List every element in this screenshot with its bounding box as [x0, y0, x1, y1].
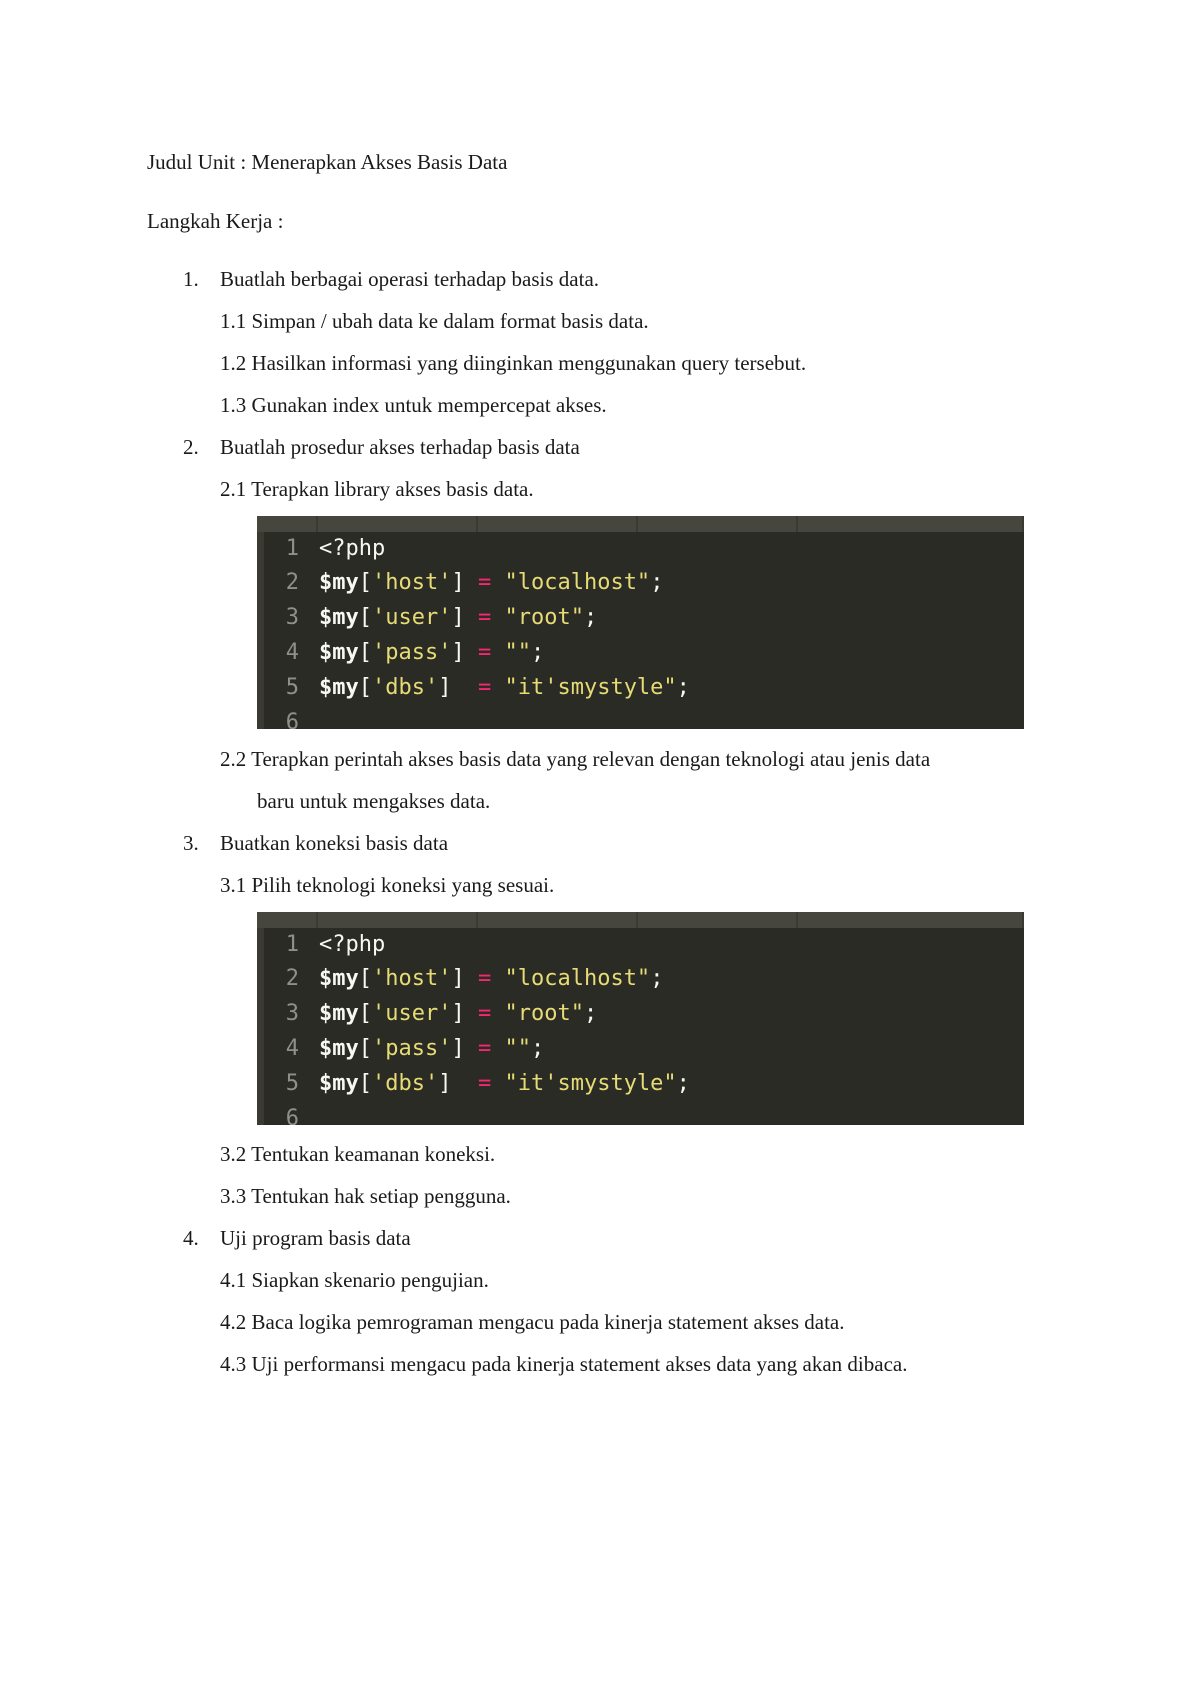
line-number: 2	[285, 966, 299, 991]
editor-tab	[318, 516, 478, 532]
code-text	[319, 1067, 690, 1101]
step-text: Buatlah prosedur akses terhadap basis data	[220, 435, 580, 459]
code-token: [	[358, 966, 372, 991]
step-number: 3.	[183, 831, 199, 855]
code-token	[491, 675, 504, 700]
code-token: $my	[319, 1071, 359, 1096]
code-token: "localhost"	[504, 570, 651, 595]
step-number: 2.	[183, 435, 199, 459]
code-line	[257, 1032, 1024, 1066]
code-screenshot	[257, 516, 1024, 729]
code-token	[491, 605, 504, 630]
substep-text: 4.2 Baca logika pemrograman mengacu pada kinerja statement akses data.	[220, 1310, 845, 1334]
code-token: $my	[319, 640, 359, 665]
editor-tab	[798, 912, 1024, 928]
code-token: ]	[451, 605, 478, 630]
step-number: 4.	[183, 1226, 199, 1250]
code-token	[491, 640, 504, 665]
line-number: 3	[285, 605, 299, 630]
code-text	[319, 601, 597, 635]
code-line	[257, 706, 1024, 729]
substep-text-continuation: baru untuk mengakses data.	[257, 789, 491, 813]
step-text: Uji program basis data	[220, 1226, 411, 1250]
substep-text: 4.1 Siapkan skenario pengujian.	[220, 1268, 489, 1292]
substep-text: 1.1 Simpan / ubah data ke dalam format basis data.	[220, 309, 649, 333]
code-text	[319, 532, 385, 566]
code-token: [	[358, 1071, 372, 1096]
editor-tab	[478, 912, 638, 928]
code-token: $my	[319, 1036, 359, 1061]
line-number: 6	[285, 710, 299, 729]
code-token: <?php	[319, 932, 386, 957]
code-screenshot	[257, 912, 1024, 1125]
code-text	[319, 566, 663, 600]
editor-tab-bar	[257, 912, 1024, 928]
code-text	[319, 636, 544, 670]
code-token: =	[477, 1036, 492, 1061]
code-token: ]	[451, 1001, 478, 1026]
code-token: ;	[650, 966, 664, 991]
code-token: 'user'	[372, 605, 452, 630]
substep-text: 3.3 Tentukan hak setiap pengguna.	[220, 1184, 511, 1208]
code-token: 'dbs'	[372, 1071, 439, 1096]
section-heading: Langkah Kerja :	[147, 209, 284, 233]
line-number: 5	[285, 1071, 299, 1096]
code-token	[491, 1036, 504, 1061]
code-token: ;	[650, 570, 664, 595]
code-text	[319, 997, 597, 1031]
line-number: 4	[285, 640, 299, 665]
code-token: ]	[451, 966, 478, 991]
code-line	[257, 928, 1024, 962]
code-token: "it'smystyle"	[504, 675, 677, 700]
code-token: ;	[583, 1001, 598, 1026]
code-token: "root"	[504, 1001, 584, 1026]
code-token: "localhost"	[504, 966, 651, 991]
step-number: 1.	[183, 267, 199, 291]
line-number: 3	[285, 1001, 299, 1026]
substep-text: 1.3 Gunakan index untuk mempercepat akses.	[220, 393, 607, 417]
code-token: =	[477, 1071, 492, 1096]
code-token: [	[358, 640, 372, 665]
editor-tab	[478, 516, 638, 532]
code-line	[257, 1067, 1024, 1101]
line-number: 1	[285, 932, 299, 957]
code-token: ""	[504, 1036, 531, 1061]
code-token: 'host'	[372, 570, 452, 595]
code-token	[491, 966, 504, 991]
editor-tab	[318, 912, 478, 928]
code-token: ]	[451, 640, 478, 665]
document-title: Judul Unit : Menerapkan Akses Basis Data	[147, 150, 508, 174]
step-text: Buatlah berbagai operasi terhadap basis data.	[220, 267, 600, 291]
substep-text: 2.1 Terapkan library akses basis data.	[220, 477, 534, 501]
code-token: ;	[530, 1036, 545, 1061]
substep-text: 3.1 Pilih teknologi koneksi yang sesuai.	[220, 873, 555, 897]
code-token: ""	[504, 640, 531, 665]
code-text	[319, 671, 690, 705]
substep-text: 3.2 Tentukan keamanan koneksi.	[220, 1142, 496, 1166]
code-token: 'pass'	[372, 640, 452, 665]
code-line	[257, 962, 1024, 996]
code-token: <?php	[319, 536, 386, 561]
code-token: ;	[676, 675, 690, 700]
code-token: ;	[676, 1071, 690, 1096]
editor-tab	[798, 516, 1024, 532]
code-token: 'host'	[372, 966, 452, 991]
editor-tab	[257, 516, 318, 532]
line-number: 2	[285, 570, 299, 595]
code-token: 'pass'	[372, 1036, 452, 1061]
code-token: $my	[319, 605, 359, 630]
code-token: [	[358, 1001, 372, 1026]
code-line	[257, 532, 1024, 566]
code-line	[257, 671, 1024, 705]
code-line	[257, 997, 1024, 1031]
editor-tab	[257, 912, 318, 928]
code-token: ]	[451, 570, 478, 595]
code-line	[257, 1102, 1024, 1125]
code-line	[257, 566, 1024, 600]
code-text	[319, 928, 385, 962]
code-token: $my	[319, 966, 359, 991]
code-token: =	[477, 1001, 492, 1026]
substep-text: 2.2 Terapkan perintah akses basis data yang relevan dengan teknologi atau jenis data	[220, 747, 931, 771]
substep-text: 1.2 Hasilkan informasi yang diinginkan menggunakan query tersebut.	[220, 351, 807, 375]
code-token: "it'smystyle"	[504, 1071, 677, 1096]
code-token: ]	[438, 1071, 478, 1096]
editor-tab	[638, 516, 798, 532]
step-text: Buatkan koneksi basis data	[220, 831, 449, 855]
code-token: ;	[583, 605, 598, 630]
code-token: 'user'	[372, 1001, 452, 1026]
line-number: 1	[285, 536, 299, 561]
code-token: =	[477, 966, 492, 991]
editor-tab	[638, 912, 798, 928]
code-token: [	[358, 605, 372, 630]
code-token	[491, 1071, 504, 1096]
code-token: ;	[530, 640, 545, 665]
line-number: 5	[285, 675, 299, 700]
code-token: =	[477, 570, 492, 595]
code-token: $my	[319, 1001, 359, 1026]
code-token: =	[477, 605, 492, 630]
code-token: =	[477, 640, 492, 665]
code-line	[257, 636, 1024, 670]
code-token	[491, 570, 504, 595]
editor-tab-bar	[257, 516, 1024, 532]
code-token: [	[358, 675, 372, 700]
code-token: 'dbs'	[372, 675, 439, 700]
code-line	[257, 601, 1024, 635]
substep-text: 4.3 Uji performansi mengacu pada kinerja statement akses data yang akan dibaca.	[220, 1352, 908, 1376]
code-token: "root"	[504, 605, 584, 630]
code-token	[491, 1001, 504, 1026]
line-number: 4	[285, 1036, 299, 1061]
code-token: [	[358, 570, 372, 595]
code-token: $my	[319, 675, 359, 700]
code-token: $my	[319, 570, 359, 595]
line-number: 6	[285, 1106, 299, 1125]
code-token: ]	[438, 675, 478, 700]
code-token: [	[358, 1036, 372, 1061]
code-text	[319, 962, 663, 996]
code-token: ]	[451, 1036, 478, 1061]
code-text	[319, 1032, 544, 1066]
code-token: =	[477, 675, 492, 700]
